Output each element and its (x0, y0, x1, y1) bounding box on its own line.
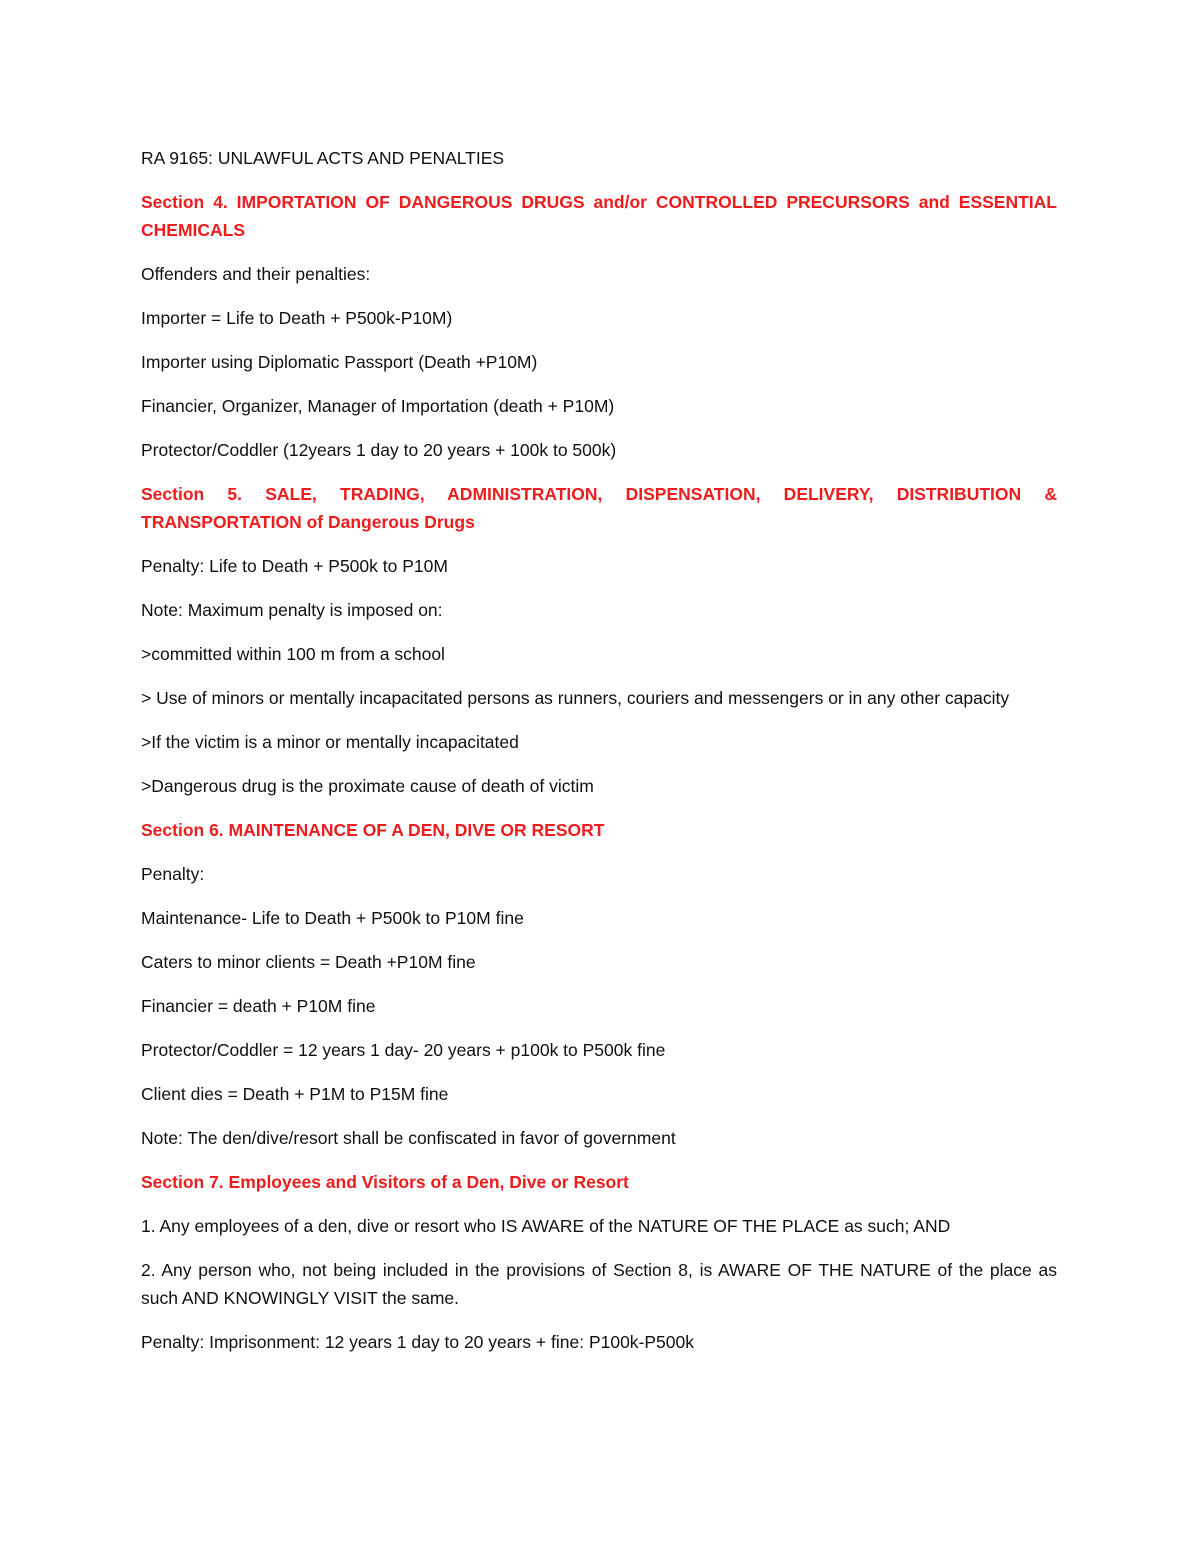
section-4-item-protector: Protector/Coddler (12years 1 day to 20 years + 100k to 500k) (141, 440, 617, 460)
section-6-item-minor-clients: Caters to minor clients = Death +P10M fine (141, 952, 476, 972)
section-5-item-school: >committed within 100 m from a school (141, 644, 445, 664)
section-4-item-diplomatic: Importer using Diplomatic Passport (Death +P10M) (141, 352, 538, 372)
section-6-heading: Section 6. MAINTENANCE OF A DEN, DIVE OR RESORT (141, 820, 605, 840)
document-title: RA 9165: UNLAWFUL ACTS AND PENALTIES (141, 148, 505, 168)
section-7-penalty: Penalty: Imprisonment: 12 years 1 day to 20 years + fine: P100k-P500k (141, 1332, 695, 1352)
section-5-note: Note: Maximum penalty is imposed on: (141, 600, 443, 620)
section-5-heading: Section 5. SALE, TRADING, ADMINISTRATION, DISPENSATION, DELIVERY, DISTRIBUTION & TRANSPORTATION of Dangerous Drugs (141, 484, 1057, 532)
section-6-item-protector: Protector/Coddler = 12 years 1 day- 20 years + p100k to P500k fine (141, 1040, 666, 1060)
section-7-heading: Section 7. Employees and Visitors of a Den, Dive or Resort (141, 1172, 629, 1192)
section-5-item-victim: >If the victim is a minor or mentally incapacitated (141, 732, 519, 752)
section-6-item-financier: Financier = death + P10M fine (141, 996, 376, 1016)
section-4-item-importer: Importer = Life to Death + P500k-P10M) (141, 308, 453, 328)
section-5-penalty: Penalty: Life to Death + P500k to P10M (141, 556, 448, 576)
section-4-intro: Offenders and their penalties: (141, 264, 371, 284)
section-6-note: Note: The den/dive/resort shall be confiscated in favor of government (141, 1128, 676, 1148)
section-4-item-financier: Financier, Organizer, Manager of Importation (death + P10M) (141, 396, 615, 416)
section-4-heading: Section 4. IMPORTATION OF DANGEROUS DRUGS and/or CONTROLLED PRECURSORS and ESSENTIAL CHEMICALS (141, 192, 1057, 240)
document-page (141, 144, 1057, 1372)
section-5-item-minors: > Use of minors or mentally incapacitated persons as runners, couriers and messengers or in any other capacity (141, 688, 1010, 708)
section-7-item-employees: 1. Any employees of a den, dive or resort who IS AWARE of the NATURE OF THE PLACE as such; AND (141, 1216, 951, 1236)
section-7-item-visitors: 2. Any person who, not being included in the provisions of Section 8, is AWARE OF THE NATURE of the place as such AND KNOWINGLY VISIT the same. (141, 1260, 1057, 1308)
section-5-item-death: >Dangerous drug is the proximate cause of death of victim (141, 776, 594, 796)
section-6-penalty: Penalty: (141, 864, 205, 884)
section-6-item-maintenance: Maintenance- Life to Death + P500k to P10M fine (141, 908, 524, 928)
section-6-item-client-dies: Client dies = Death + P1M to P15M fine (141, 1084, 449, 1104)
